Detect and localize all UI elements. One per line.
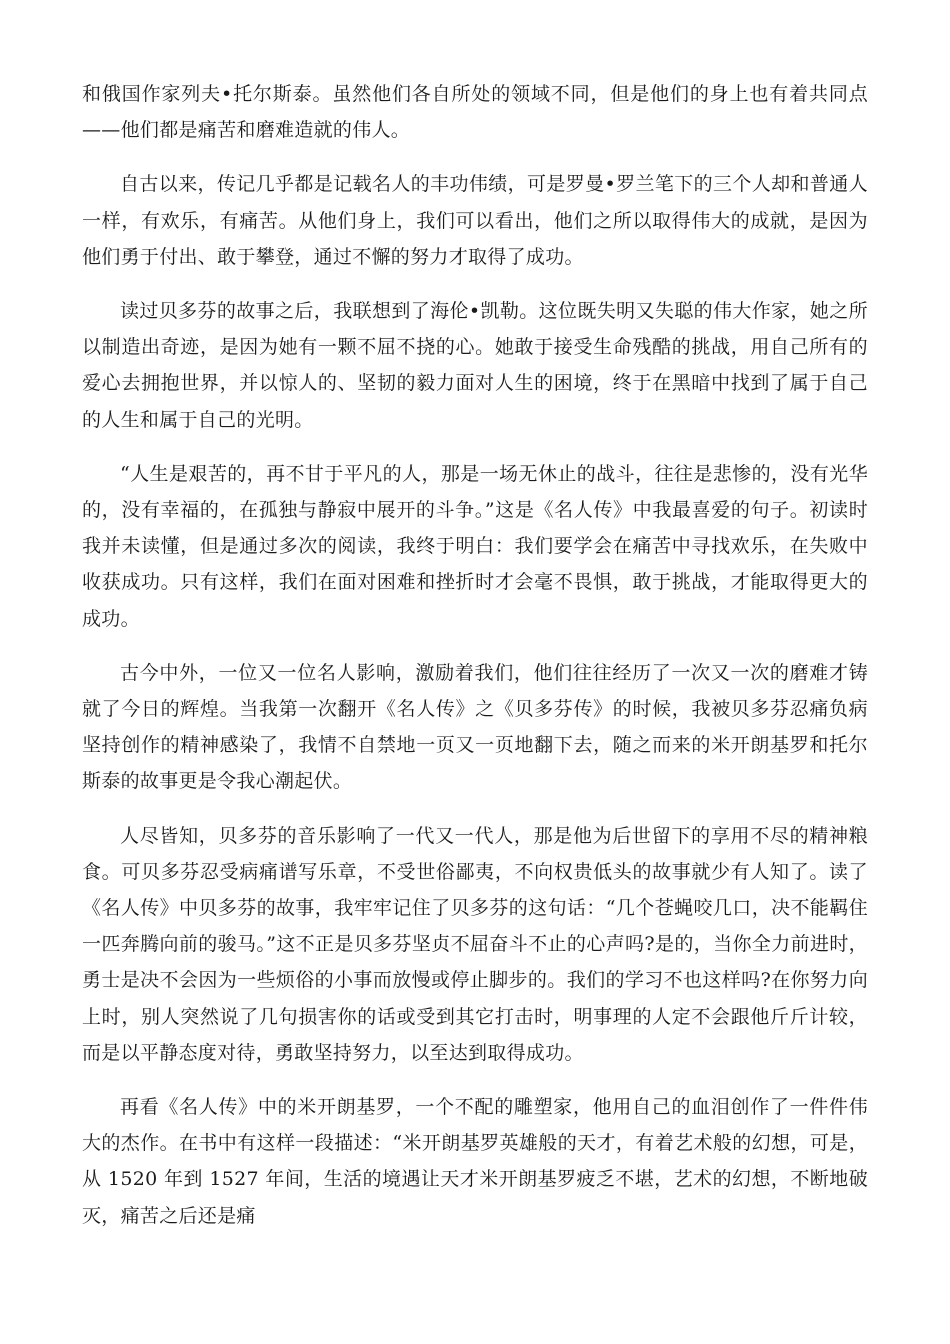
paragraph: 读过贝多芬的故事之后，我联想到了海伦•凯勒。这位既失明又失聪的伟大作家，她之所以制造出奇迹，是因为她有一颗不屈不挠的心。她敢于接受生命残酷的挑战，用自己所有的爱心去拥抱世界，并以惊人的、坚韧的毅力面对人生的困境，终于在黑暗中找到了属于自己的人生和属于自己的光明。 [82, 300, 868, 431]
paragraph-continuation: 和俄国作家列夫•托尔斯泰。虽然他们各自所处的领域不同，但是他们的身上也有着共同点——他们都是痛苦和磨难造就的伟人。 [82, 83, 868, 142]
paragraph: 人尽皆知，贝多芬的音乐影响了一代又一代人，那是他为后世留下的享用不尽的精神粮食。可贝多芬忍受病痛谱写乐章，不受世俗鄙夷，不向权贵低头的故事就少有人知了。读了《名人传》中贝多芬的故事，我牢牢记住了贝多芬的这句话：“几个苍蝇咬几口，决不能羁住一匹奔腾向前的骏马。”这不正是贝多芬坚贞不屈奋斗不止的心声吗?是的，当你全力前进时，勇士是决不会因为一些烦俗的小事而放慢或停止脚步的。我们的学习不也这样吗?在你努力向上时，别人突然说了几句损害你的话或受到其它打击时，明事理的人定不会跟他斤斤计较，而是以平静态度对待，勇敢坚持努力，以至达到取得成功。 [82, 824, 868, 1064]
paragraph: 古今中外，一位又一位名人影响，激励着我们，他们往往经历了一次又一次的磨难才铸就了今日的辉煌。当我第一次翻开《名人传》之《贝多芬传》的时候，我被贝多芬忍痛负病坚持创作的精神感染了，我情不自禁地一页又一页地翻下去，随之而来的米开朗基罗和托尔斯泰的故事更是令我心潮起伏。 [82, 661, 868, 793]
paragraph: 再看《名人传》中的米开朗基罗，一个不配的雕塑家，他用自己的血泪创作了一件件伟大的杰作。在书中有这样一段描述：“米开朗基罗英雄般的天才，有着艺术般的幻想，可是，从 1520 年到 1527 年间，生活的境遇让天才米开朗基罗疲乏不堪，艺术的幻想，不断地破灭，痛苦之后还是痛 [82, 1096, 868, 1227]
paragraph: 自古以来，传记几乎都是记载名人的丰功伟绩，可是罗曼•罗兰笔下的三个人却和普通人一样，有欢乐，有痛苦。从他们身上，我们可以看出，他们之所以取得伟大的成就，是因为他们勇于付出、敢于攀登，通过不懈的努力才取得了成功。 [82, 173, 868, 268]
document-page [82, 76, 868, 1252]
paragraph-quote: “人生是艰苦的，再不甘于平凡的人，那是一场无休止的战斗，往往是悲惨的，没有光华的，没有幸福的，在孤独与静寂中展开的斗争。”这是《名人传》中我最喜爱的句子。初读时我并未读懂，但是通过多次的阅读，我终于明白：我们要学会在痛苦中寻找欢乐，在失败中收获成功。只有这样，我们在面对困难和挫折时才会毫不畏惧，敢于挑战，才能取得更大的成功。 [82, 462, 868, 630]
